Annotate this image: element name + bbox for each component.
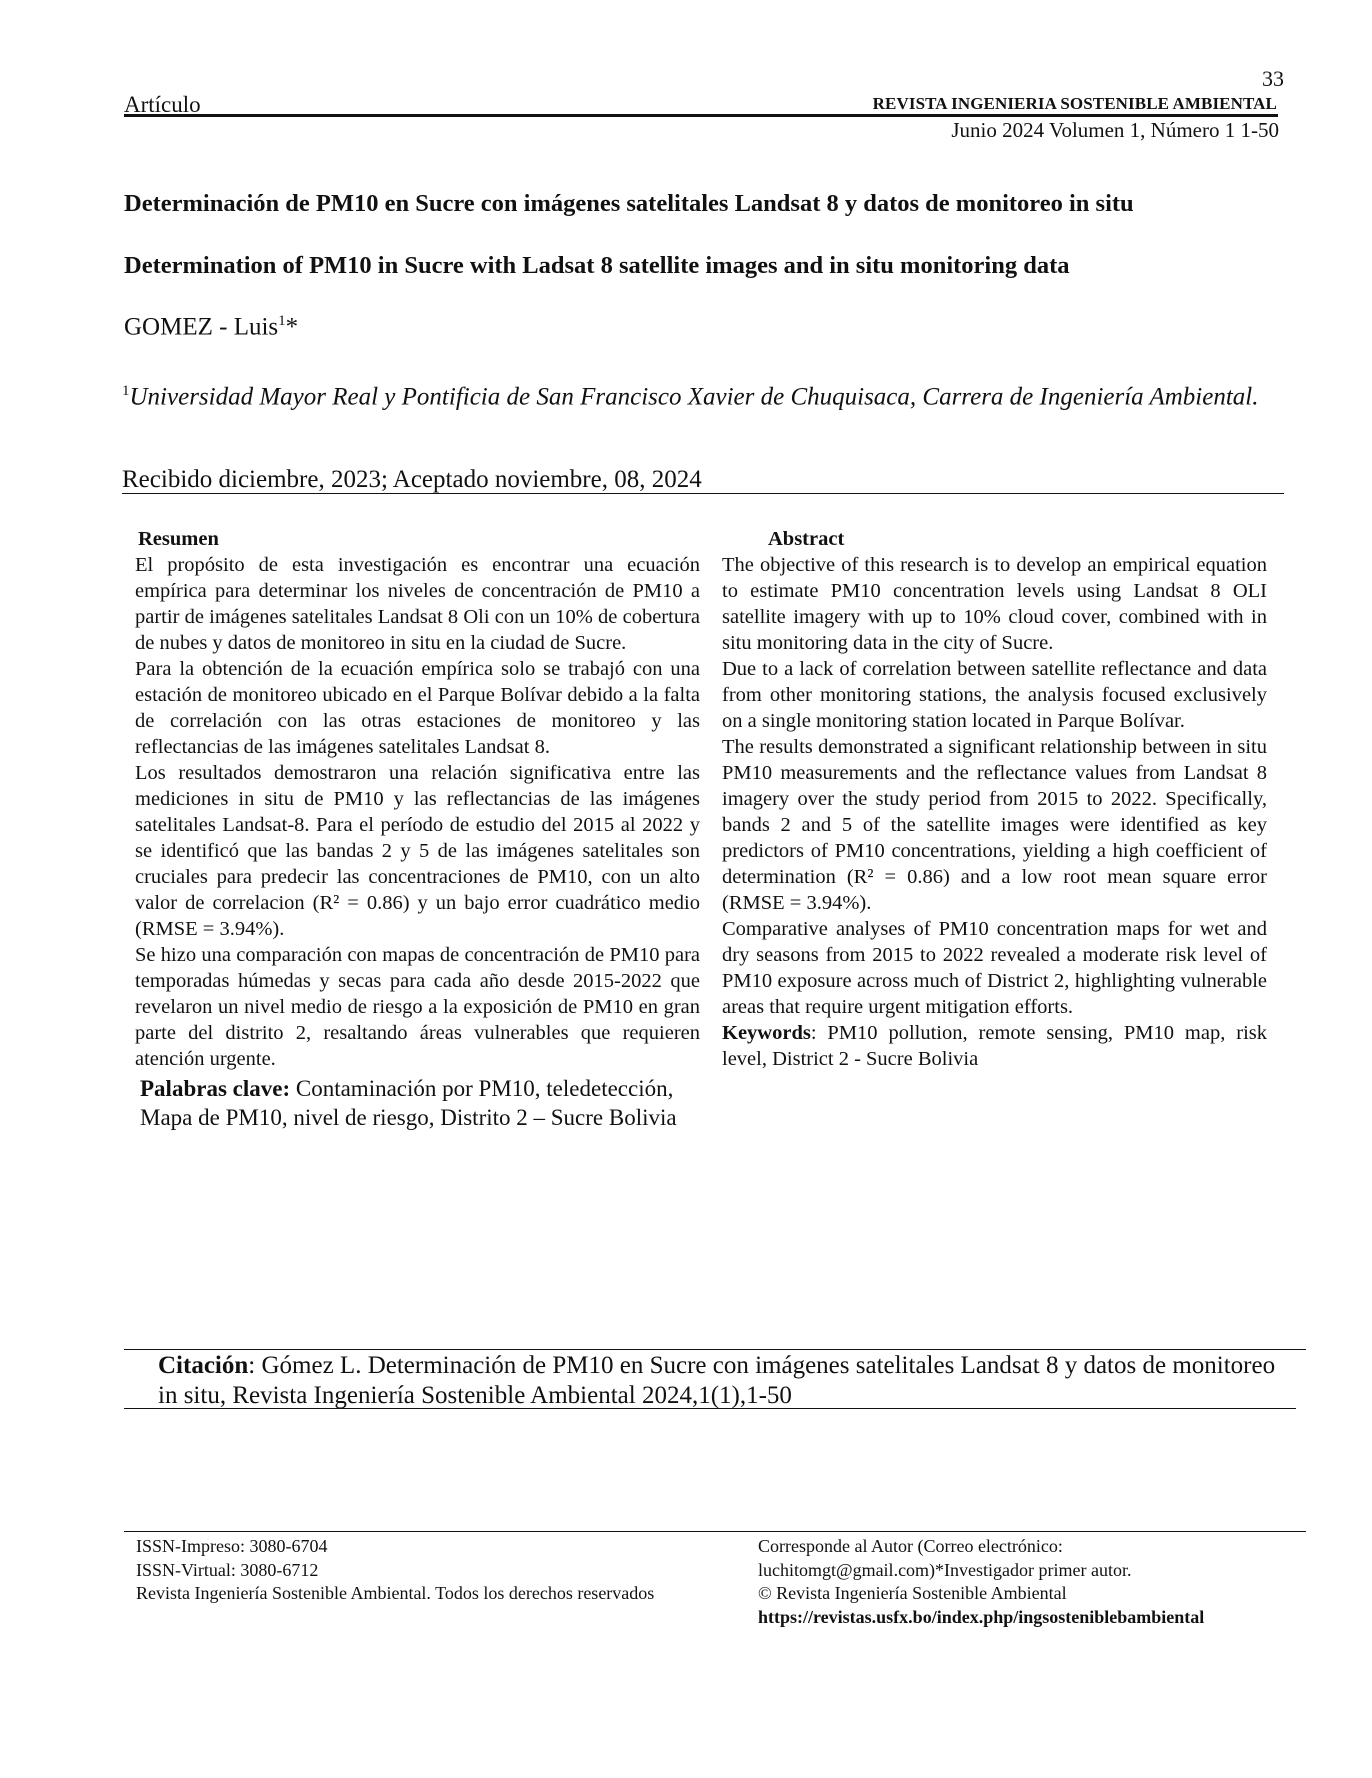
- author-line: [124, 313, 298, 341]
- abstract-heading: Abstract: [768, 528, 845, 550]
- keywords-label: Keywords: [722, 1022, 811, 1044]
- issn-print: ISSN-Impreso: 3080-6704: [136, 1536, 328, 1556]
- keywords: [722, 1020, 1267, 1072]
- abstract-column: [722, 526, 1267, 1072]
- dates-rule: [122, 493, 1284, 494]
- journal-url-link[interactable]: https://revistas.usfx.bo/index.php/ingsosteniblebambiental: [758, 1606, 1205, 1627]
- affiliation-text: Universidad Mayor Real y Pontificia de San Francisco Xavier de Chuquisaca, Carrera de Ingeniería Ambiental.: [129, 383, 1259, 411]
- corresponding-mark: *: [285, 313, 299, 341]
- article-type-label: Artículo: [124, 92, 201, 117]
- citation-top-rule: [124, 1349, 1306, 1350]
- resumen-heading: Resumen: [138, 528, 219, 550]
- issn-virtual: ISSN-Virtual: 3080-6712: [136, 1559, 319, 1580]
- palabras-clave-label: Palabras clave:: [140, 1076, 291, 1101]
- resumen-paragraph: El propósito de esta investigación es encontrar una ecuación empírica para determinar los niveles de concentración de PM10 a partir de imágenes satelitales Landsat 8 Oli con un 10% de cobertura de nubes y datos de monitoreo in situ en la ciudad de Sucre.: [135, 554, 700, 654]
- received-accepted-dates: Recibido diciembre, 2023; Aceptado noviembre, 08, 2024: [122, 466, 702, 493]
- affiliation: [122, 375, 1272, 413]
- resumen-paragraph: Los resultados demostraron una relación significativa entre las mediciones in situ de PM10 y las reflectancias de las imágenes satelitales Landsat-8. Para el período de estudio del 2015 al 2022 y se identificó que las bandas 2 y 5 de las imágenes satelitales son cruciales para predecir las concentraciones de PM10, con un alto valor de correlacion (R² = 0.86) y un bajo error cuadrático medio (RMSE = 3.94%).: [135, 762, 700, 940]
- journal-name: REVISTA INGENIERIA SOSTENIBLE AMBIENTAL: [872, 94, 1277, 113]
- footer-rule: [124, 1531, 1306, 1532]
- correspondence-note: Corresponde al Autor (Correo electrónico: luchitomgt@gmail.com)*Investigador primer autor.: [758, 1536, 1132, 1580]
- page-number: 33: [1262, 66, 1284, 91]
- citation-label: Citación: [158, 1352, 249, 1379]
- resumen-paragraph: Se hizo una comparación con mapas de concentración de PM10 para temporadas húmedas y secas para cada año desde 2015-2022 que revelaron un nivel medio de riesgo a la exposición de PM10 en gran parte del distrito 2, resaltando áreas vulnerables que requieren atención urgente.: [135, 944, 700, 1070]
- copyright-notice: © Revista Ingeniería Sostenible Ambiental: [758, 1583, 1067, 1603]
- citation: [158, 1351, 1278, 1411]
- author-affiliation-sup: 1: [278, 313, 286, 329]
- abstract-paragraph: The objective of this research is to develop an empirical equation to estimate PM10 concentration levels using Landsat 8 OLI satellite imagery with up to 10% cloud cover, combined with in situ monitoring data in the city of Sucre.: [722, 554, 1267, 654]
- keywords-text: : PM10 pollution, remote sensing, PM10 map, risk level, District 2 - Sucre Bolivia: [722, 1022, 1267, 1070]
- title-english: Determination of PM10 in Sucre with Ladsat 8 satellite images and in situ monitoring data: [124, 252, 1070, 279]
- header-rule: [124, 114, 1278, 117]
- footer-correspondence: [758, 1535, 1298, 1629]
- citation-text: : Gómez L. Determinación de PM10 en Sucre con imágenes satelitales Landsat 8 y datos de monitoreo in situ, Revista Ingeniería Sostenible Ambiental 2024,1(1),1-50: [158, 1352, 1276, 1409]
- citation-bottom-rule: [124, 1408, 1296, 1409]
- author-name: GOMEZ - Luis: [124, 313, 279, 341]
- resumen-column: [136, 526, 700, 1132]
- abstract-paragraph: Comparative analyses of PM10 concentration maps for wet and dry seasons from 2015 to 2022 revealed a moderate risk level of PM10 exposure across much of District 2, highlighting vulnerable areas that require urgent mitigation efforts.: [722, 918, 1267, 1018]
- issue-info: Junio 2024 Volumen 1, Número 1 1-50: [951, 118, 1279, 142]
- resumen-paragraph: Para la obtención de la ecuación empírica solo se trabajó con una estación de monitoreo ubicado en el Parque Bolívar debido a la falta de correlación con las otras estaciones de monitoreo y las reflectancias de las imágenes satelitales Landsat 8.: [135, 658, 700, 758]
- palabras-clave: [140, 1074, 700, 1132]
- footer-issn: [136, 1535, 656, 1606]
- abstract-paragraph: The results demonstrated a significant relationship between in situ PM10 measurements and the reflectance values from Landsat 8 imagery over the study period from 2015 to 2022. Specifically, bands 2 and 5 of the satellite images were identified as key predictors of PM10 concentrations, yielding a high coefficient of determination (R² = 0.86) and a low root mean square error (RMSE = 3.94%).: [722, 736, 1267, 914]
- title-spanish: Determinación de PM10 en Sucre con imágenes satelitales Landsat 8 y datos de monitoreo in situ: [124, 190, 1134, 217]
- affiliation-sup: 1: [122, 383, 130, 399]
- rights-notice: Revista Ingeniería Sostenible Ambiental. Todos los derechos reservados: [136, 1583, 655, 1603]
- abstract-paragraph: Due to a lack of correlation between satellite reflectance and data from other monitoring stations, the analysis focused exclusively on a single monitoring station located in Parque Bolívar.: [722, 658, 1267, 732]
- palabras-clave-text: Contaminación por PM10, teledetección, Mapa de PM10, nivel de riesgo, Distrito 2 – Sucre Bolivia: [140, 1076, 677, 1130]
